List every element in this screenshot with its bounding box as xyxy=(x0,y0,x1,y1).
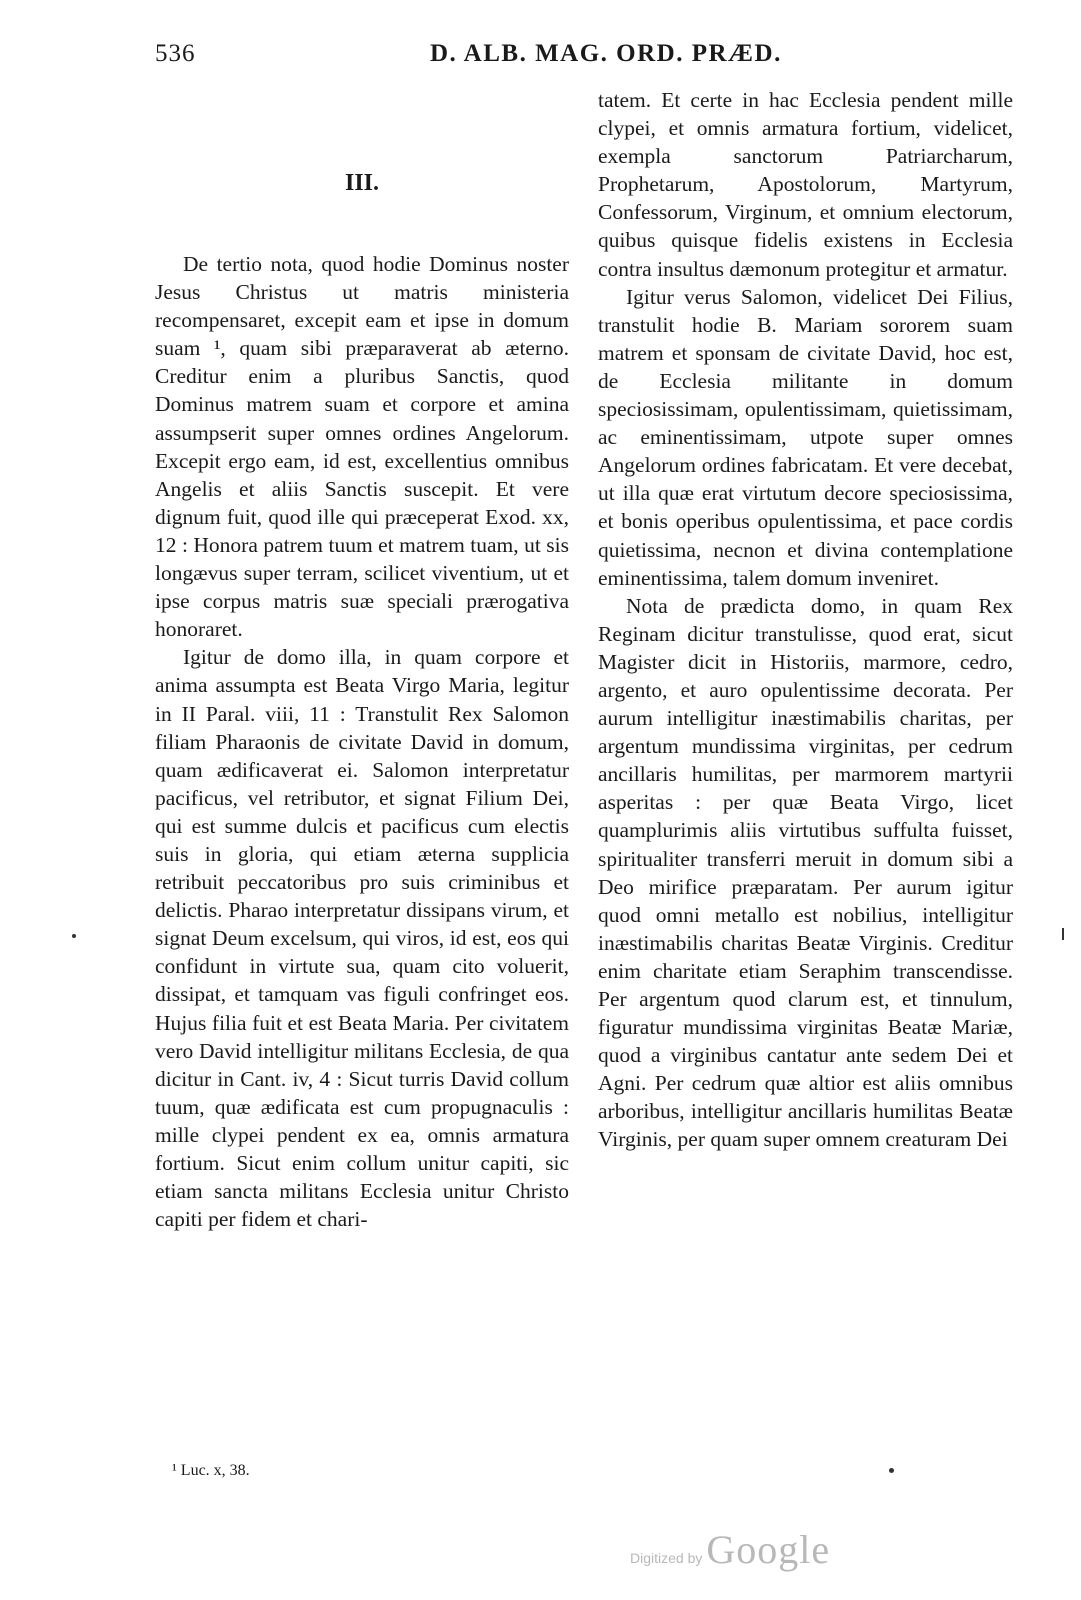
left-paragraph-1: De tertio nota, quod hodie Dominus noster Jesus Christus ut matris ministeria recompensaret, excepit eam et ipse in domum suam ¹, quam sibi præparaverat ab æterno. Creditur enim a pluribus Sanctis, quod Dominus matrem suam et corpore et amina assumpserit super omnes ordines Angelorum. Excepit ergo eam, id est, excellentius omnibus Angelis et aliis Sanctis suscepit. Et vere dignum fuit, quod ille qui præceperat Exod. xx, 12 : Honora patrem tuum et matrem tuam, ut sis longævus super terram, scilicet viventium, ut et ipse corpus matris suæ speciali prærogativa honoraret. xyxy=(155,252,569,642)
left-paragraph-2: Igitur de domo illa, in quam corpore et anima assumpta est Beata Virgo Maria, legitur in II Paral. viii, 11 : Transtulit Rex Salomon filiam Pharaonis de civitate David in domum, quam ædificaverat ei. Salomon interpretatur pacificus, vel retributor, et signat Filium Dei, qui est summe dulcis et pacificus cum electis suis in gloria, qui etiam æterna supplicia retribuit peccatoribus pro suis criminibus et delictis. Pharao interpretatur dissipans virum, et signat Deum excelsum, qui viros, id est, eos qui confidunt in virtute sua, quam cito voluerit, dissipat, et tamquam vas figuli confringet eos. Hujus filia fuit et est Beata Maria. Per civitatem vero David intelligitur militans Ecclesia, de qua dicitur in Cant. iv, 4 : Sicut turris David collum tuum, quæ ædificata est cum propugnaculis : mille clypei pendent ex ea, omnis armatura fortium. Sicut enim collum unitur capiti, sic etiam sancta militans Ecclesia unitur Christo capiti per fidem et chari- xyxy=(155,645,569,1232)
google-logo: Google xyxy=(706,1527,831,1572)
digitized-prefix: Digitized by xyxy=(630,1550,703,1566)
digitized-watermark xyxy=(630,1526,830,1573)
scan-speck xyxy=(1062,928,1064,940)
section-heading: III. xyxy=(344,170,380,196)
left-column xyxy=(155,250,569,1233)
running-title: D. ALB. MAG. ORD. PRÆD. xyxy=(430,40,782,67)
scan-speck xyxy=(72,934,76,938)
page-header xyxy=(0,38,1081,78)
right-paragraph-3: Nota de prædicta domo, in quam Rex Reginam dicitur transtulisse, quod erat, sicut Magister dicit in Historiis, marmore, cedro, argento, et auro opulentissime decorata. Per aurum intelligitur inæstimabilis charitas, per argentum mundissima virginitas, per cedrum ancillaris humilitas, per marmorem martyrii asperitas : per quæ Beata Virgo, licet quamplurimis aliis virtutibus suffulta fuisset, spiritualiter transferri meruit in domum sibi a Deo mirifice præparatam. Per aurum igitur quod omni metallo est nobilius, intelligitur inæstimabilis charitas Beatæ Virginis. Creditur enim charitate etiam Seraphim transcendisse. Per argentum quod clarum est, et tinnulum, figuratur mundissima virginitas Beatæ Mariæ, quod a virginibus cantatur ante sedem Dei et Agni. Per cedrum quæ altior est aliis omnibus arboribus, intelligitur ancillaris humilitas Beatæ Virginis, per quam super omnem creaturam Dei xyxy=(598,593,1013,1152)
right-paragraph-1: tatem. Et certe in hac Ecclesia pendent mille clypei, et omnis armatura fortium, videlicet, exempla sanctorum Patriarcharum, Prophetarum, Apostolorum, Martyrum, Confessorum, Virginum, et omnium electorum, quibus quisque fidelis existens in Ecclesia contra insultus dæmonum protegitur et armatur. xyxy=(598,88,1013,281)
footnote: ¹ Luc. x, 38. xyxy=(172,1462,250,1479)
page-number: 536 xyxy=(155,40,196,67)
right-paragraph-2: Igitur verus Salomon, videlicet Dei Filius, transtulit hodie B. Mariam sororem suam matrem et sponsam de civitate David, hoc est, de Ecclesia militante in domum speciosissimam, opulentissimam, quietissimam, ac eminentissimam, utpote super omnes Angelorum ordines fabricatam. Et vere decebat, ut illa quæ erat virtutum decore speciosissima, et bonis operibus opulentissima, et pace cordis quietissima, necnon et divina contemplatione eminentissima, talem domum inveniret. xyxy=(598,284,1013,590)
right-column xyxy=(598,86,1013,1154)
scan-speck xyxy=(889,1468,894,1473)
